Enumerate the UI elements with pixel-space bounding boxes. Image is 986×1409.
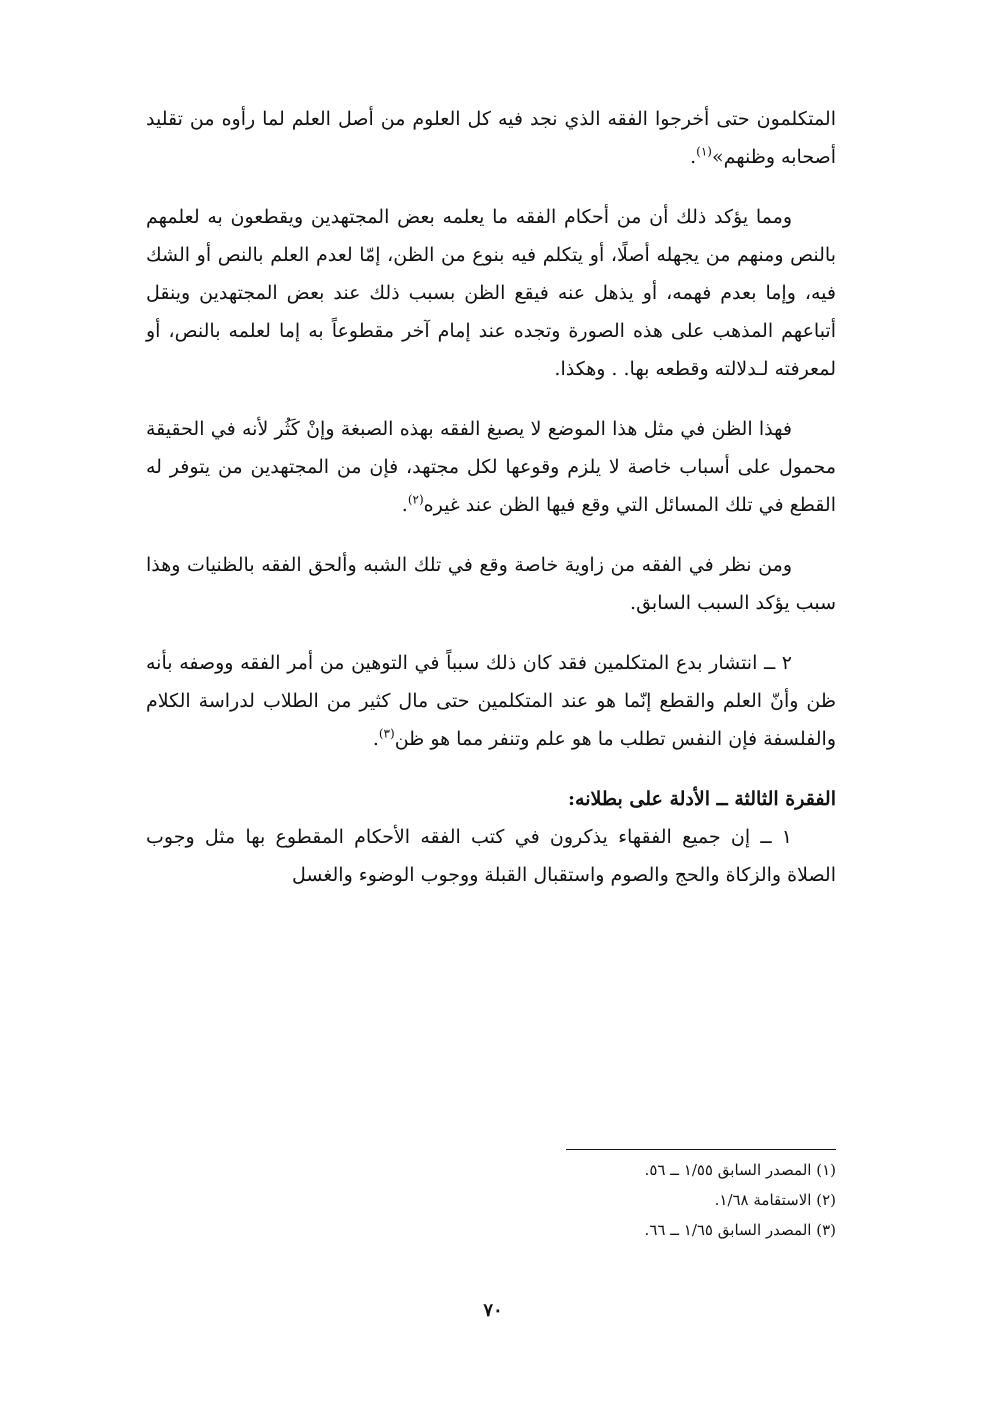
paragraph-5 <box>146 644 836 758</box>
paragraph-3 <box>146 410 836 524</box>
paragraph-3-end: . <box>401 494 408 516</box>
section-heading: الفقرة الثالثة ــ الأدلة على بطلانه: <box>568 788 836 810</box>
footnote-ref-2: (٢) <box>407 492 424 507</box>
paragraph-3-text: فهذا الظن في مثل هذا الموضع لا يصبغ الفقه بهذه الصبغة وإنْ كَثُر لأنه في الحقيقة محمول على أسباب خاصة لا يلزم وقوعها لكل مجتهد، فإن من المجتهدين من يتوفر له القطع في تلك المسائل التي وقع فيها الظن عند غيره <box>146 418 836 516</box>
page-number: ٧٠ <box>483 1300 503 1321</box>
footnote-ref-3: (٣) <box>378 726 395 741</box>
paragraph-1-text: المتكلمون حتى أخرجوا الفقه الذي نجد فيه كل العلوم من أصل العلم لما رأوه من تقليد أصحابه وظنهم» <box>146 108 836 168</box>
footnotes <box>146 1155 836 1245</box>
paragraph-4: ومن نظر في الفقه من زاوية خاصة وقع في تلك الشبه وألحق الفقه بالظنيات وهذا سبب يؤكد السبب السابق. <box>146 554 836 614</box>
footnote-1: (١) المصدر السابق ١/٥٥ ــ ٥٦. <box>644 1161 836 1179</box>
footnote-2: (٢) الاستقامة ١/٦٨. <box>714 1191 836 1209</box>
paragraph-2: ومما يؤكد ذلك أن من أحكام الفقه ما يعلمه بعض المجتهدين ويقطعون به لعلمهم بالنص ومنهم من يجهله أصلًا، أو يتكلم فيه بنوع من الظن، إمّا لعدم العلم بالنص أو الشك فيه، وإما بعدم فهمه، أو يذهل عنه فيقع الظن بسبب ذلك عند بعض المجتهدين وينقل أتباعهم المذهب على هذه الصورة وتجده عند إمام آخر مقطوعاً به إما لعلمه بالنص، أو لمعرفته لـدلالته وقطعه بها. . وهكذا. <box>146 206 836 380</box>
paragraph-5-end: . <box>372 728 379 750</box>
paragraph-1 <box>146 100 836 176</box>
footnote-3: (٣) المصدر السابق ١/٦٥ ــ ٦٦. <box>644 1221 836 1239</box>
paragraph-5-text: ٢ ــ انتشار بدع المتكلمين فقد كان ذلك سبباً في التوهين من أمر الفقه ووصفه بأنه ظن وأنّ العلم والقطع إنّما هو عند المتكلمين حتى مال كثير من الطلاب لدراسة الكلام والفلسفة فإن النفس تطلب ما هو علم وتنفر مما هو ظن <box>146 652 836 750</box>
footnote-ref-1: (١) <box>696 144 712 159</box>
paragraph-1-end: . <box>690 146 697 168</box>
main-text <box>146 100 836 894</box>
footnote-divider <box>566 1149 836 1150</box>
section-paragraph: ١ ــ إن جميع الفقهاء يذكرون في كتب الفقه الأحكام المقطوع بها مثل وجوب الصلاة والزكاة والحج والصوم واستقبال القبلة ووجوب الوضوء والغسل <box>146 826 836 886</box>
